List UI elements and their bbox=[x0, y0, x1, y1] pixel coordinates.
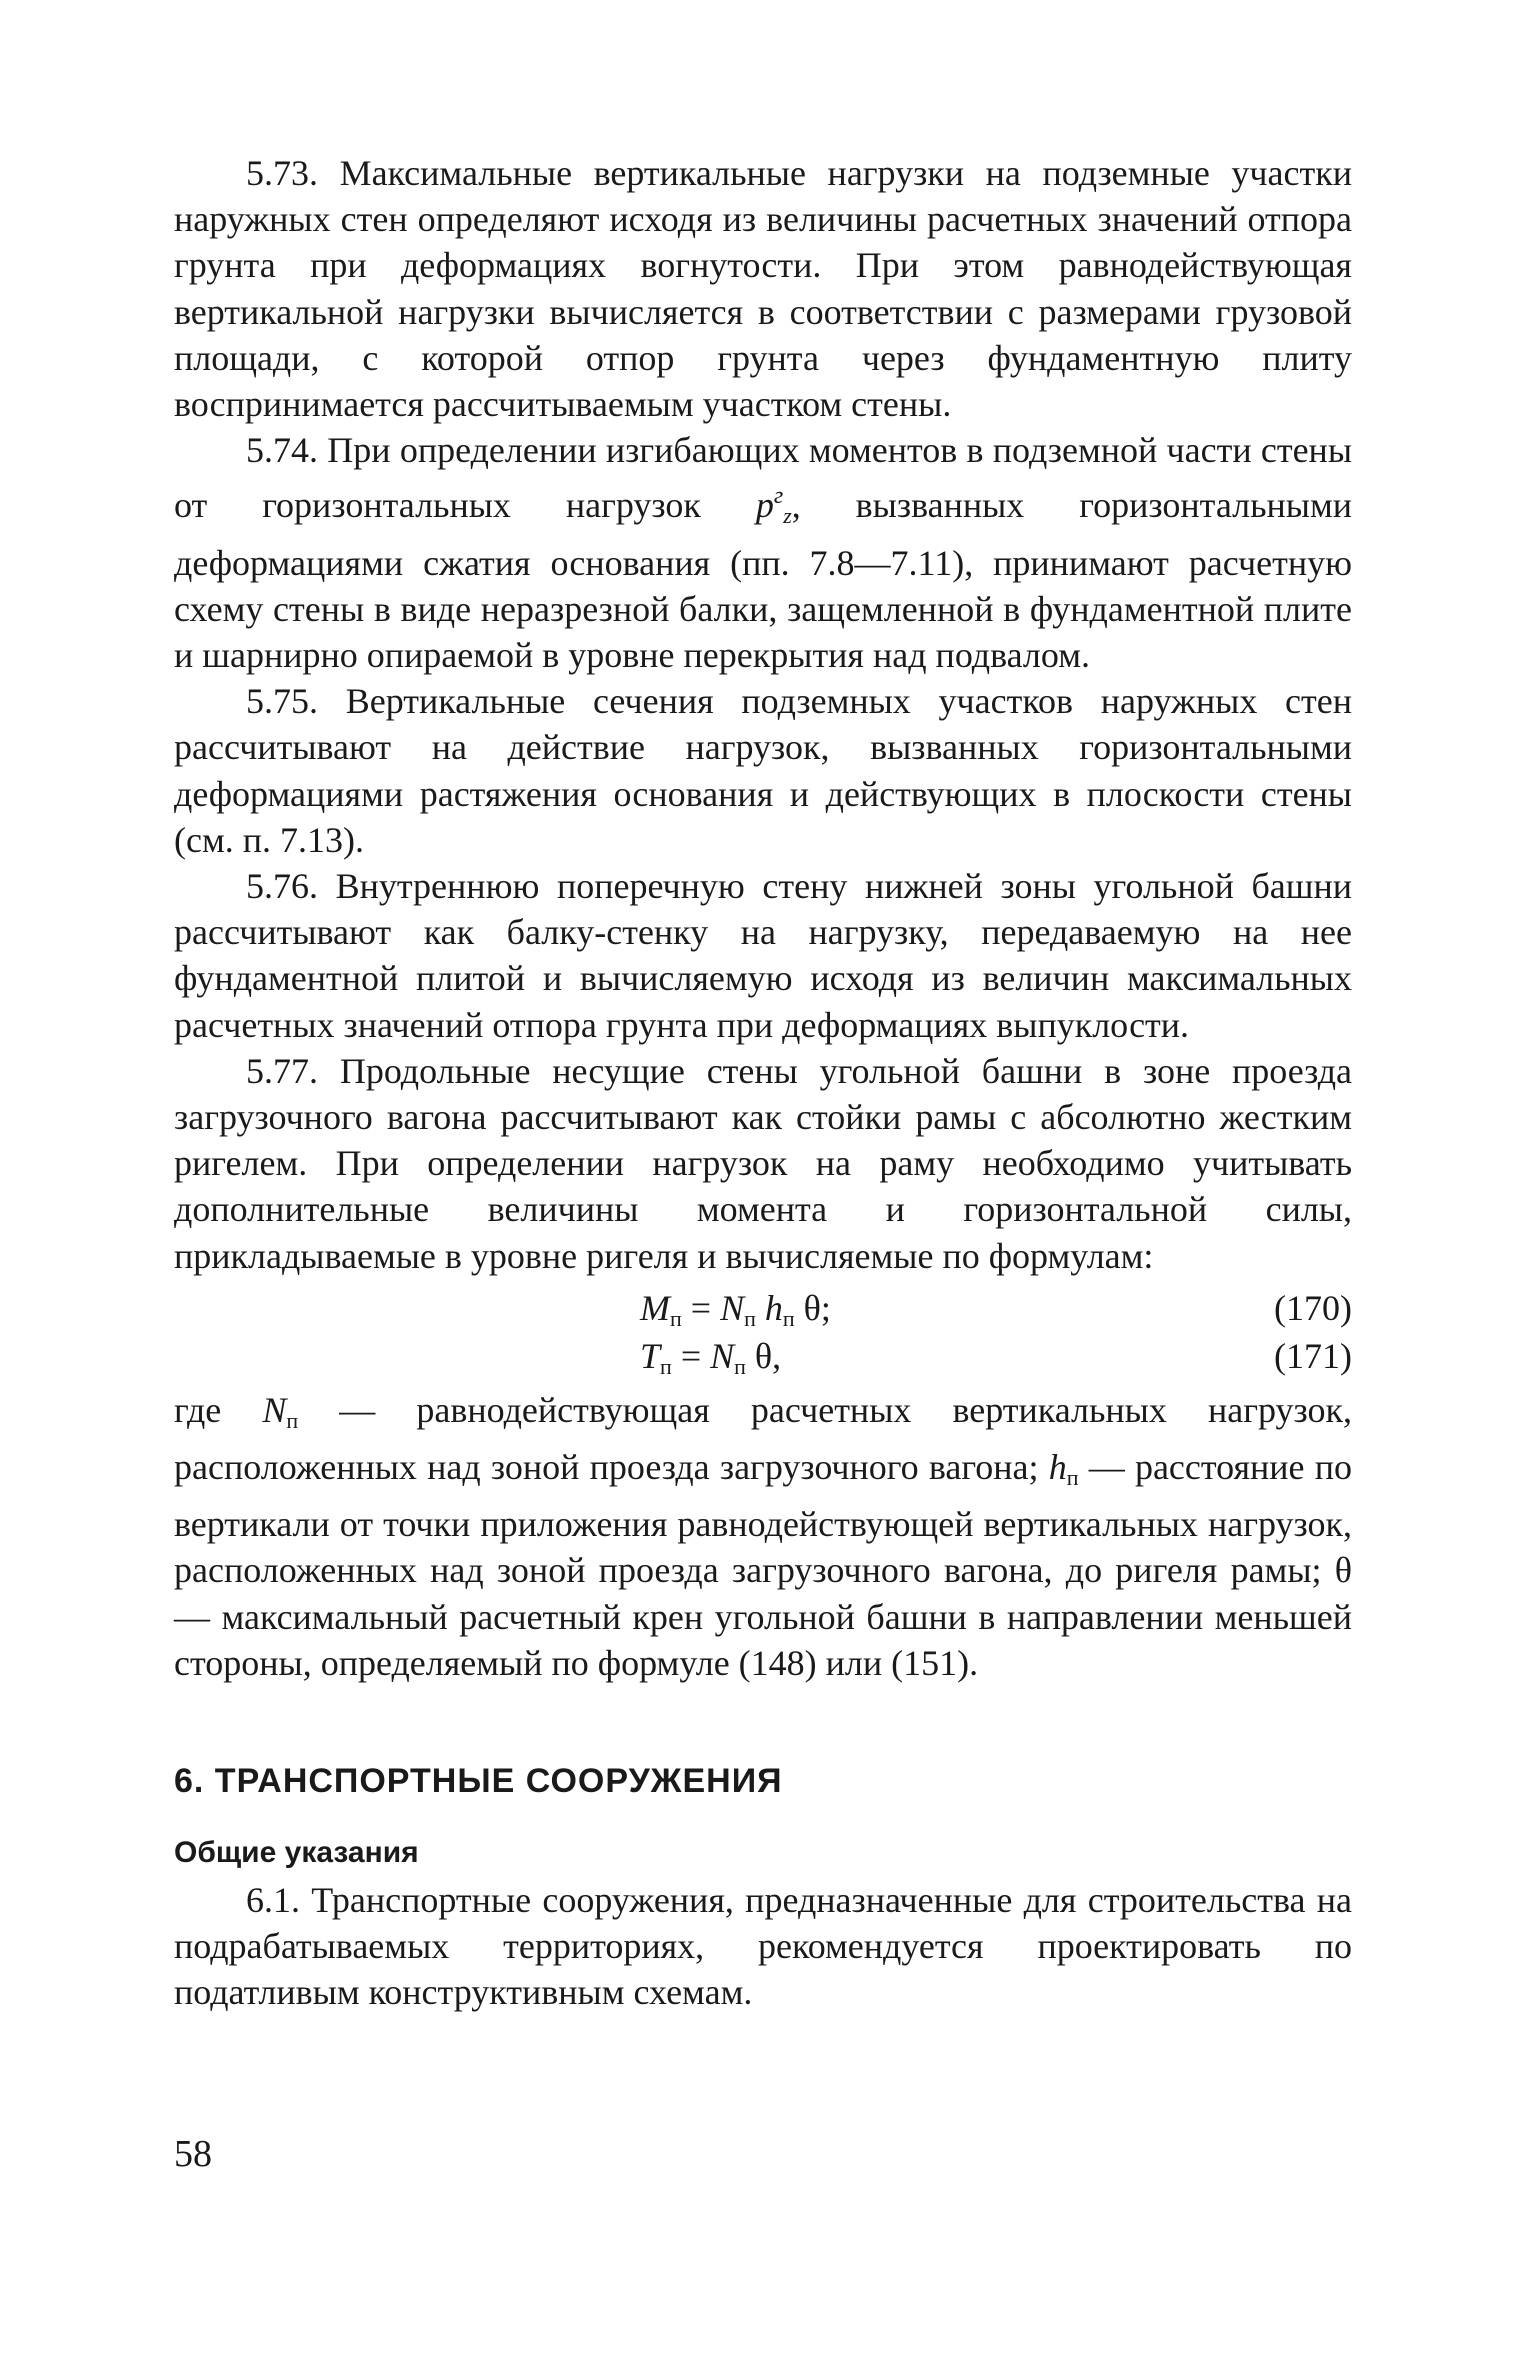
paragraph-6-1 bbox=[174, 1877, 1352, 2016]
formula-expression: $M_п = N_п$ $h_п$ θ; bbox=[640, 1287, 831, 1331]
paragraph-5-75 bbox=[174, 678, 1352, 863]
paragraph-5-73 bbox=[174, 150, 1352, 427]
paragraph-text: Транспортные сооружения, предназначенные для строительства на подрабатываемых территориях, рекомендуется проектировать по податливым конструктивным схемам. bbox=[174, 1879, 1353, 2012]
paragraph-number: 5.76. bbox=[246, 866, 318, 907]
load-symbol: $p^г_z$ bbox=[755, 483, 792, 529]
formula-171 bbox=[174, 1333, 1352, 1381]
page-number: 58 bbox=[174, 2133, 212, 2175]
paragraph-number: 5.77. bbox=[246, 1050, 318, 1091]
paragraph-text: При определении изгибающих моментов в подземной части стены от горизонтальных нагрузок bbox=[174, 430, 1353, 526]
paragraph-5-74 bbox=[174, 427, 1352, 678]
formula-number: (170) bbox=[1274, 1287, 1352, 1328]
section-title: 6. ТРАНСПОРТНЫЕ СООРУЖЕНИЯ bbox=[174, 1762, 783, 1801]
formula-explanation: где $N_п$ — равнодействующая расчетных вертикальных нагрузок, расположенных над зоной проезда загрузочного вагона; $h_п$ — расстояние по вертикали от точки приложения равнодействующей вертикальных нагрузок, расположенных над зоной проезда загрузочного вагона, до ригеля рамы; θ — максимальный расчетный крен угольной башни в направлении меньшей стороны, определяемый по формуле (148) или (151). bbox=[174, 1389, 1353, 1683]
paragraph-text: Максимальные вертикальные нагрузки на подземные участки наружных стен определяют исходя из величины расчетных значений отпора грунта при деформациях вогнутости. При этом равнодействующая вертикальной нагрузки вычисляется в соответствии с размерами грузовой площади, с которой отпор грунта через фундаментную плиту воспринимается рассчитываемым участком стены. bbox=[174, 153, 1352, 425]
formula-expression: $T_п = N_п$ θ, bbox=[640, 1335, 782, 1379]
paragraph-number: 5.74. bbox=[246, 430, 318, 471]
paragraph-number: 6.1. bbox=[246, 1879, 300, 1920]
formula-block bbox=[174, 1285, 1352, 1381]
paragraph-number: 5.73. bbox=[246, 153, 318, 193]
paragraph-number: 5.75. bbox=[246, 681, 318, 722]
load-symbol-sup: г bbox=[773, 483, 784, 510]
formula-170 bbox=[174, 1285, 1352, 1333]
paragraph-5-77 bbox=[174, 1048, 1352, 1279]
page-body bbox=[174, 150, 1352, 2015]
formula-number: (171) bbox=[1274, 1335, 1352, 1376]
load-symbol-sub: z bbox=[783, 503, 792, 529]
subsection-title: Общие указания bbox=[174, 1836, 419, 1870]
paragraph-5-76 bbox=[174, 863, 1352, 1048]
paragraph-text: Внутреннюю поперечную стену нижней зоны угольной башни рассчитывают как балку-стенку на нагрузку, передаваемую на нее фундаментной плитой и вычисляемую исходя из величин максимальных расчетных значений отпора грунта при деформациях выпуклости. bbox=[174, 866, 1353, 1045]
paragraph-text: Продольные несущие стены угольной башни в зоне проезда загрузочного вагона рассчитывают как стойки рамы с абсолютно жестким ригелем. При определении нагрузок на раму необходимо учитывать дополнительные величины момента и горизонтальной силы, прикладываемые в уровне ригеля и вычисляемые по формулам: bbox=[174, 1050, 1353, 1276]
paragraph-text: Вертикальные сечения подземных участков наружных стен рассчитывают на действие нагрузок, вызванных горизонтальными деформациями растяжения основания и действующих в плоскости стены (см. п. 7.13). bbox=[174, 681, 1352, 860]
paragraph-text: , вызванных горизонтальными деформациями сжатия основания (пп. 7.8—7.11), принимают расчетную схему стены в виде неразрезной балки, защемленной в фундаментной плите и шарнирно опираемой в уровне перекрытия над подвалом. bbox=[174, 485, 1352, 676]
